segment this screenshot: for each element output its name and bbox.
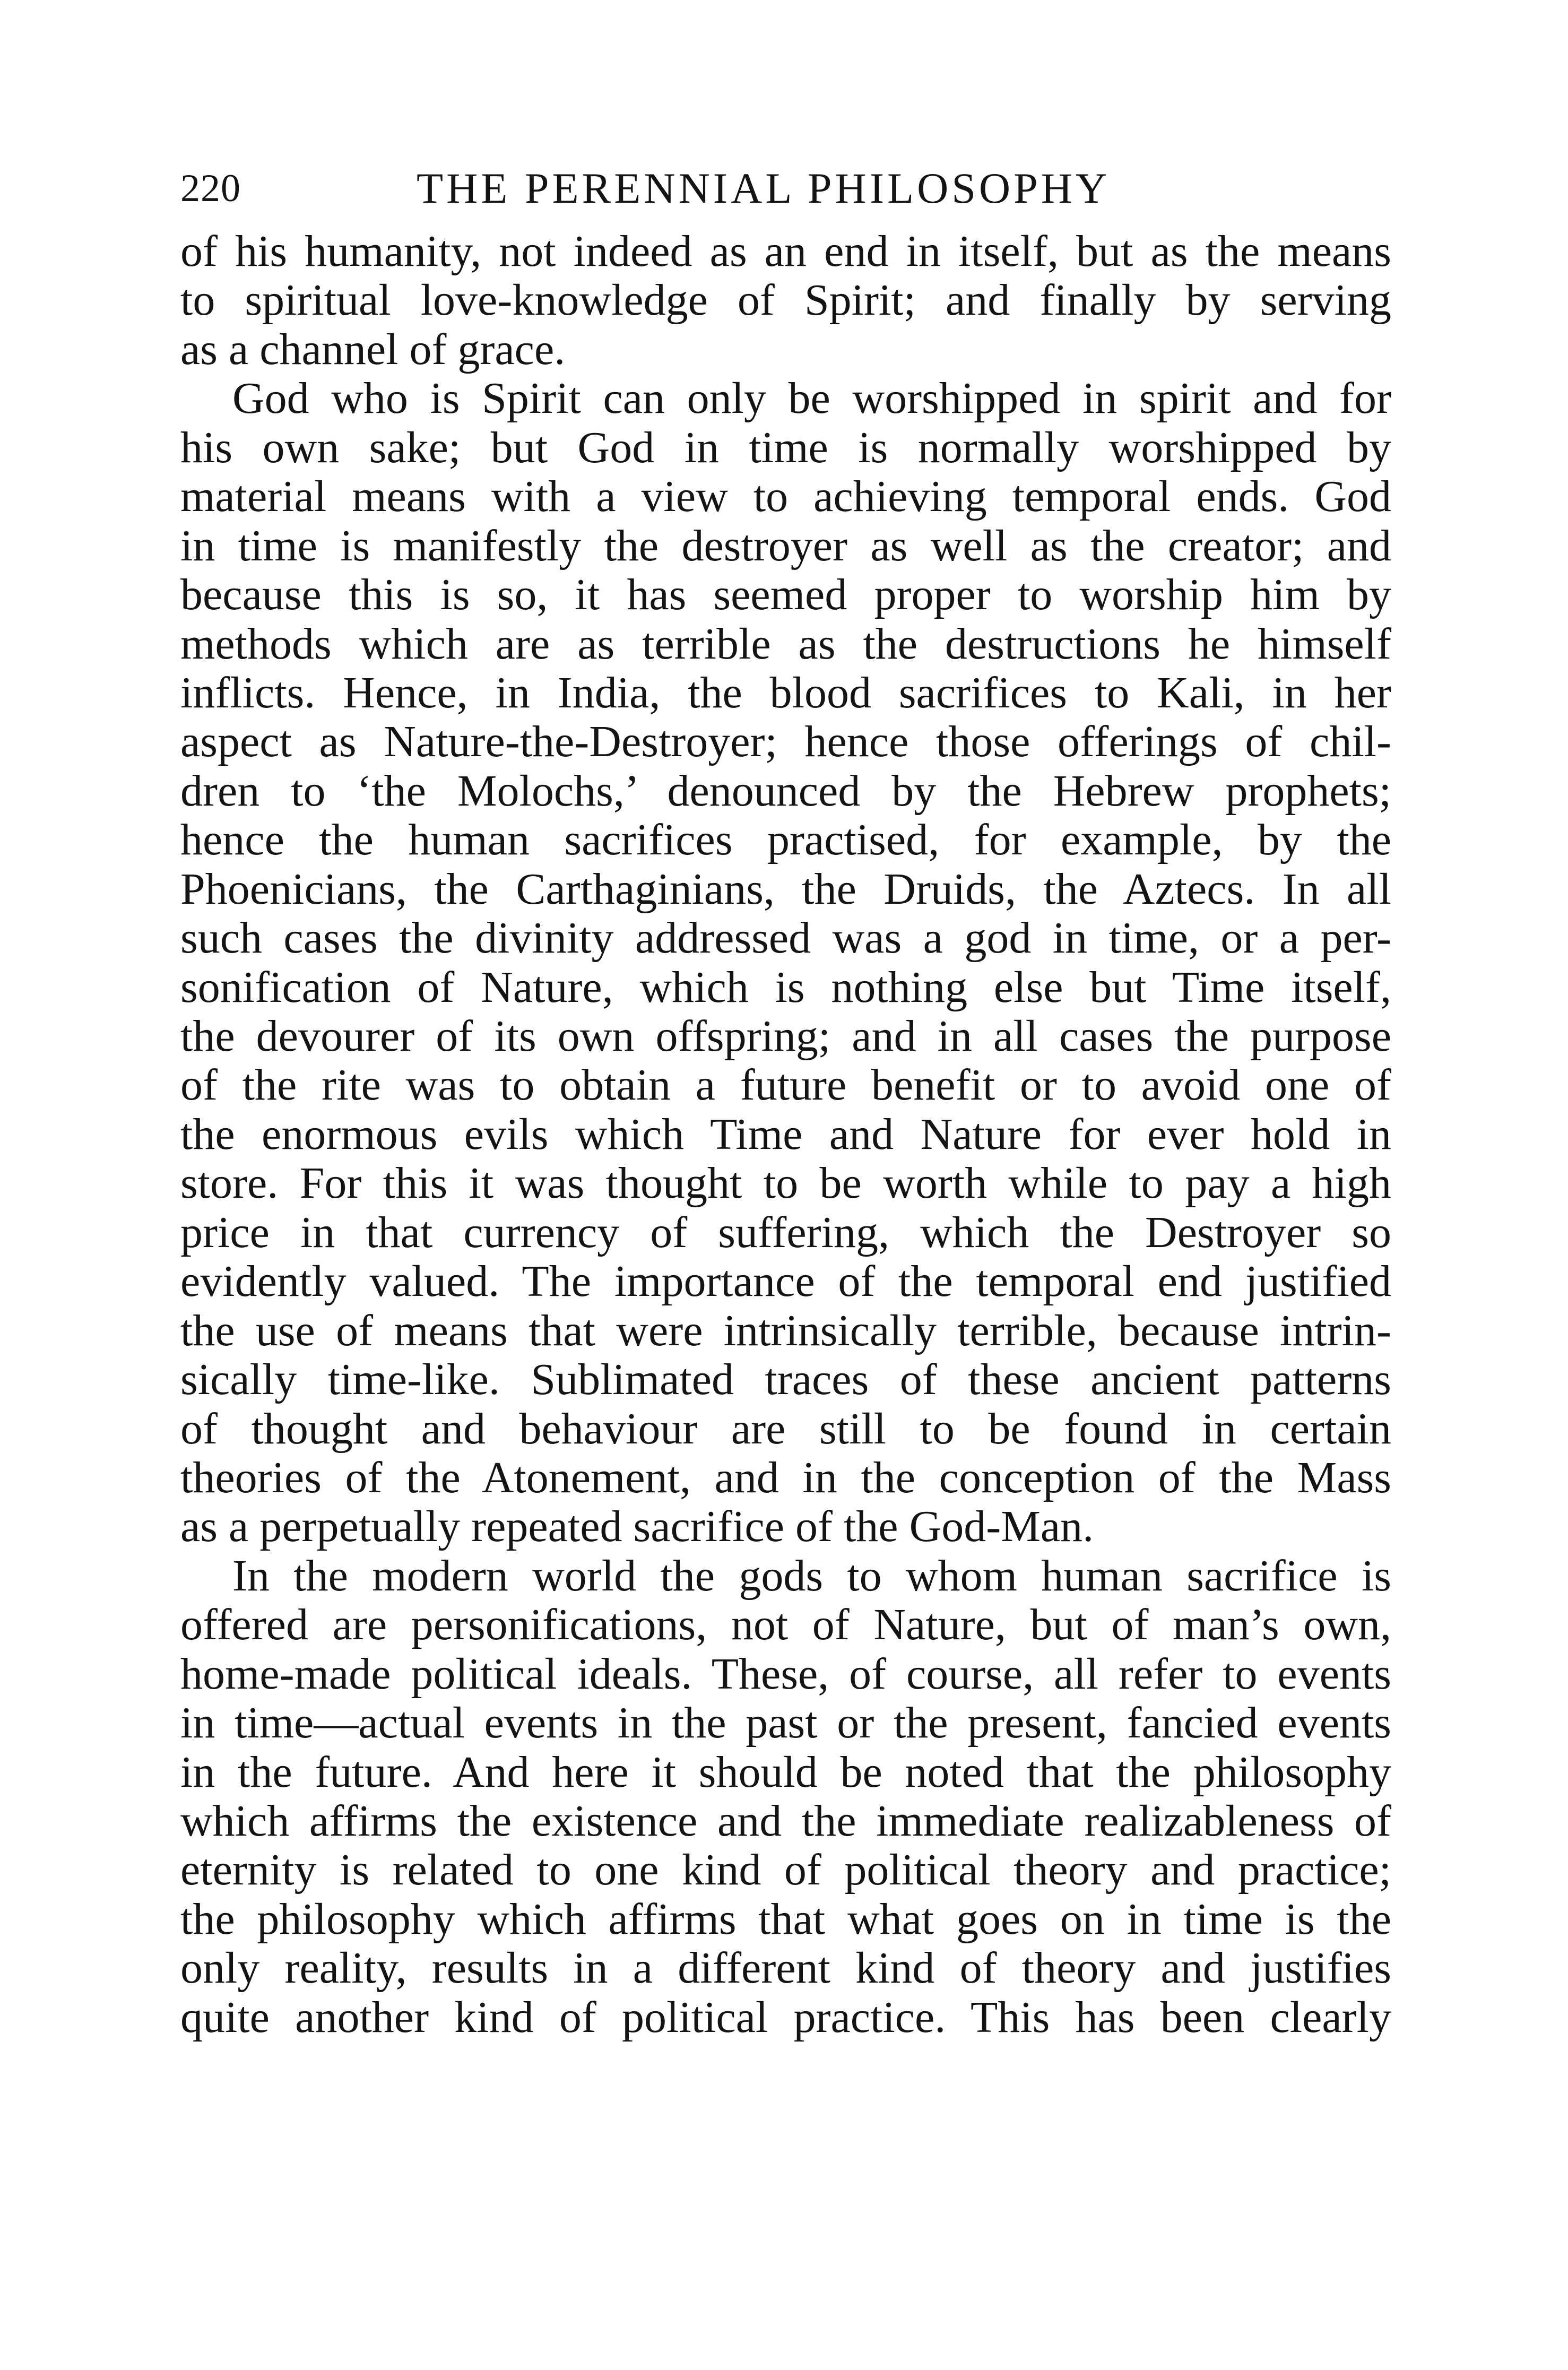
text-line: because this is so, it has seemed proper to worship him by — [180, 570, 1391, 620]
text-line: to spiritual love-knowledge of Spirit; and finally by serving — [180, 275, 1391, 325]
text-line: of the rite was to obtain a future benefit or to avoid one of — [180, 1060, 1391, 1110]
text-line: material means with a view to achieving temporal ends. God — [180, 472, 1391, 522]
text-line: in time is manifestly the destroyer as well as the creator; and — [180, 521, 1391, 570]
paragraph-first-line: God who is Spirit can only be worshipped in spirit and for — [232, 374, 1391, 423]
text-line: such cases the divinity addressed was a god in time, or a per- — [180, 913, 1391, 963]
running-title: THE PERENNIAL PHILOSOPHY — [417, 164, 1111, 212]
text-line: sonification of Nature, which is nothing else but Time itself, — [180, 962, 1391, 1012]
text-line: offered are personifications, not of Nature, but of man’s own, — [180, 1600, 1391, 1650]
text-line: sically time-like. Sublimated traces of these ancient patterns — [180, 1355, 1391, 1405]
text-line: the enormous evils which Time and Nature for ever hold in — [180, 1109, 1391, 1159]
text-line: dren to ‘the Molochs,’ denounced by the Hebrew prophets; — [180, 766, 1391, 816]
text-line: of his humanity, not indeed as an end in itself, but as the means — [180, 227, 1391, 276]
page-number: 220 — [180, 167, 241, 210]
text-line: eternity is related to one kind of political theory and practice; — [180, 1845, 1391, 1895]
text-line: store. For this it was thought to be worth while to pay a high — [180, 1158, 1391, 1208]
text-line: theories of the Atonement, and in the conception of the Mass — [180, 1452, 1391, 1502]
text-line: only reality, results in a different kind of theory and justifies — [180, 1943, 1391, 1993]
text-line: quite another kind of political practice. This has been clearly — [180, 1992, 1391, 2042]
text-line: as a perpetually repeated sacrifice of the God-Man. — [180, 1502, 1094, 1552]
text-line: Phoenicians, the Carthaginians, the Druids, the Aztecs. In all — [180, 864, 1391, 914]
text-line: hence the human sacrifices practised, for example, by the — [180, 815, 1391, 865]
text-line: the devourer of its own offspring; and in all cases the purpose — [180, 1011, 1391, 1061]
text-line: as a channel of grace. — [180, 324, 566, 374]
text-line: aspect as Nature-the-Destroyer; hence those offerings of chil- — [180, 717, 1391, 767]
text-line: in the future. And here it should be noted that the philosophy — [180, 1747, 1391, 1797]
running-head — [180, 159, 1390, 218]
text-line: the use of means that were intrinsically terrible, because intrin- — [180, 1305, 1391, 1355]
text-line: in time—actual events in the past or the present, fancied events — [180, 1698, 1391, 1748]
paragraph-first-line: In the modern world the gods to whom human sacrifice is — [232, 1551, 1391, 1601]
text-line: inflicts. Hence, in India, the blood sacrifices to Kali, in her — [180, 668, 1391, 717]
text-line: price in that currency of suffering, which the Destroyer so — [180, 1207, 1391, 1257]
body-text — [180, 227, 1391, 2042]
text-line: which affirms the existence and the immediate realizableness of — [180, 1796, 1391, 1846]
text-line: of thought and behaviour are still to be found in certain — [180, 1404, 1391, 1454]
text-line: evidently valued. The importance of the temporal end justified — [180, 1257, 1391, 1307]
text-line: the philosophy which affirms that what goes on in time is the — [180, 1894, 1391, 1944]
text-line: methods which are as terrible as the destructions he himself — [180, 619, 1391, 669]
text-line: home-made political ideals. These, of course, all refer to events — [180, 1649, 1391, 1699]
text-line: his own sake; but God in time is normally worshipped by — [180, 422, 1391, 472]
